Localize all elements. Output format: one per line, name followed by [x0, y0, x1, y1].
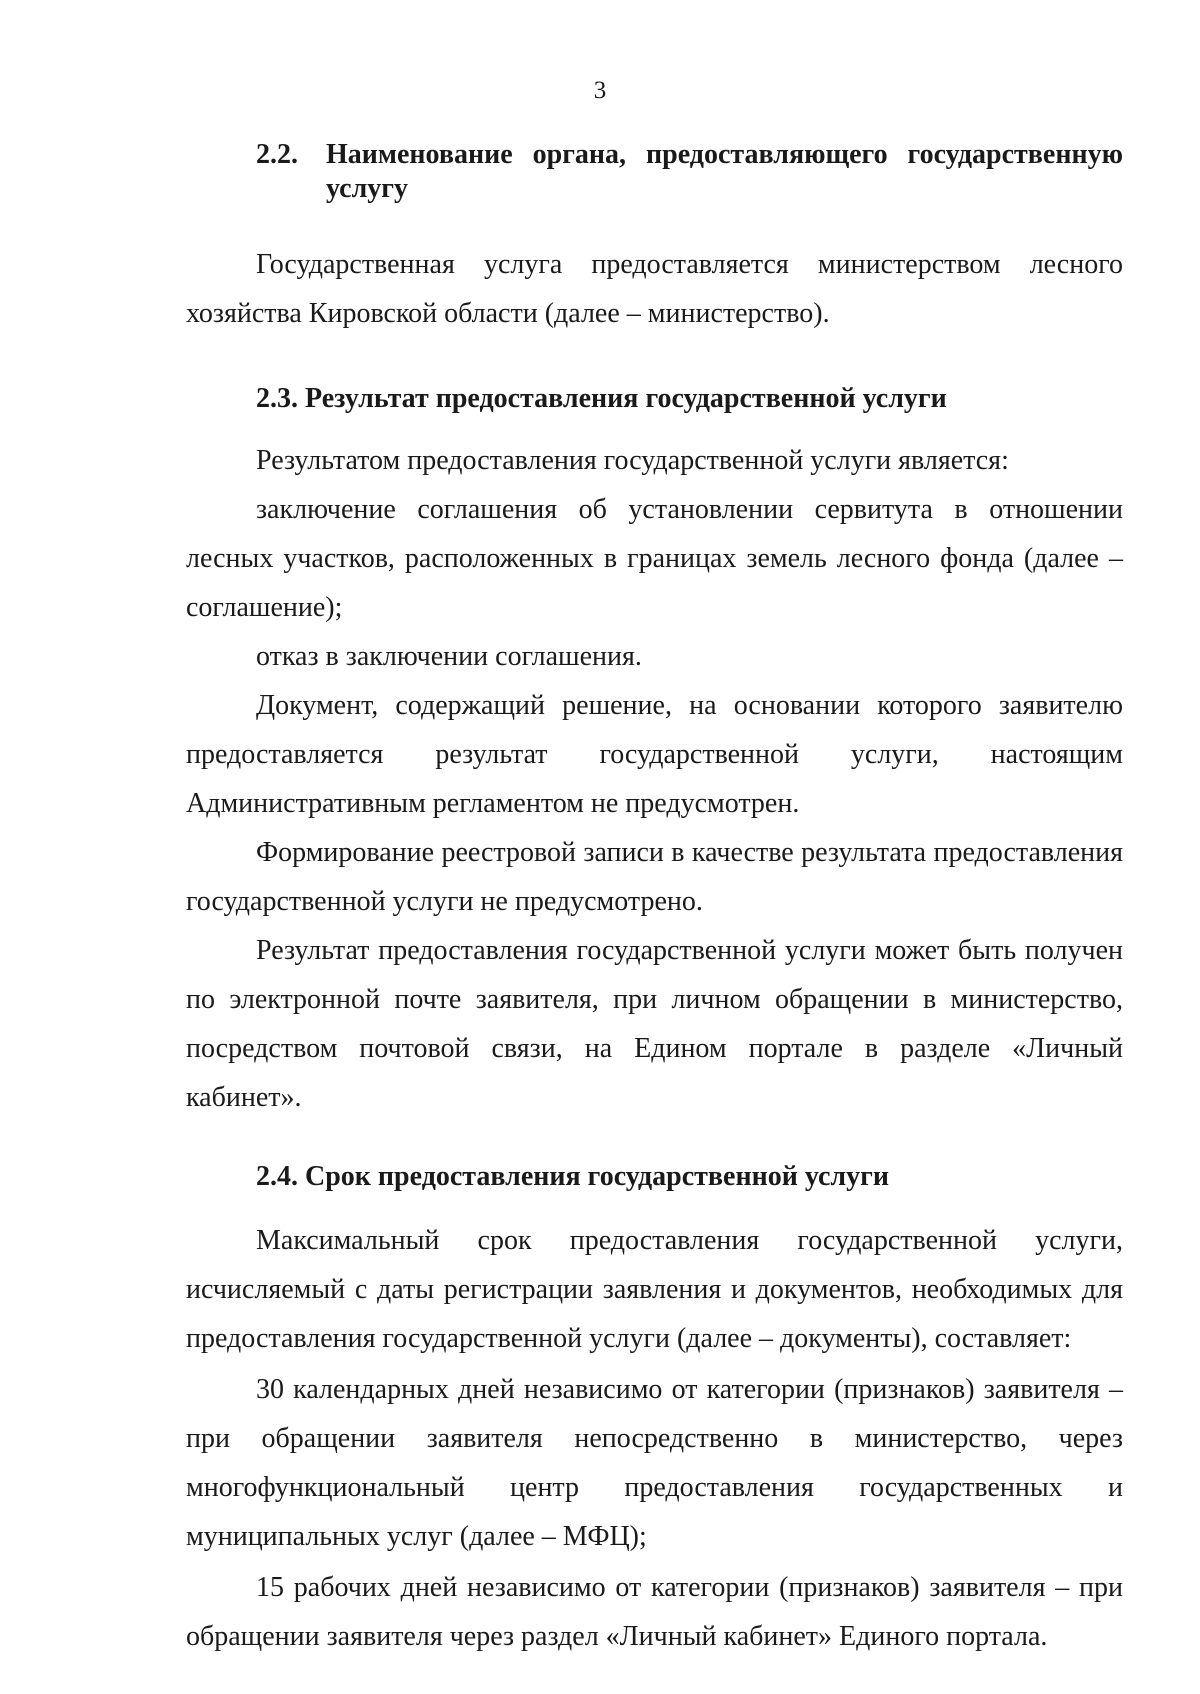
section-2-2-title: Наименование органа, предоставляющего государственную услугу: [326, 139, 1123, 204]
page-number: 3: [593, 77, 607, 104]
section-2-3-paragraph: Результат предоставления государственной услуги может быть получен по электронной почте заявителя, при личном обращении в министерство, посредством почтовой связи, на Едином портале в разделе «Личный кабинет».: [186, 935, 1123, 1113]
section-2-3-paragraph: Формирование реестровой записи в качестве результата предоставления государственной услуги не предусмотрено.: [186, 837, 1123, 917]
section-2-2-number: 2.2.: [256, 139, 298, 170]
section-2-2-heading: [186, 138, 1123, 206]
section-2-3-heading: 2.3. Результат предоставления государственной услуги: [256, 383, 947, 414]
section-2-4-paragraph: 30 календарных дней независимо от категории (признаков) заявителя – при обращении заявителя непосредственно в министерство, через многофункциональный центр предоставления государственных и муниципальных услуг (далее – МФЦ);: [186, 1374, 1123, 1552]
section-2-3-paragraph: Результатом предоставления государственной услуги является:: [256, 445, 1009, 476]
section-2-3-paragraph: заключение соглашения об установлении сервитута в отношении лесных участков, расположенных в границах земель лесного фонда (далее – соглашение);: [186, 494, 1123, 623]
section-2-4-heading: 2.4. Срок предоставления государственной услуги: [256, 1161, 889, 1192]
section-2-4-paragraph: Максимальный срок предоставления государственной услуги, исчисляемый с даты регистрации заявления и документов, необходимых для предоставления государственной услуги (далее – документы), составляет:: [186, 1225, 1123, 1354]
section-2-3-paragraph: отказ в заключении соглашения.: [256, 641, 642, 672]
document-body: [186, 138, 1123, 1661]
section-2-4-paragraph: 15 рабочих дней независимо от категории (признаков) заявителя – при обращении заявителя через раздел «Личный кабинет» Единого портала.: [186, 1572, 1123, 1652]
section-2-2-paragraph: Государственная услуга предоставляется министерством лесного хозяйства Кировской области (далее – министерство).: [186, 249, 1123, 329]
section-2-3-paragraph: Документ, содержащий решение, на основании которого заявителю предоставляется результат государственной услуги, настоящим Административным регламентом не предусмотрен.: [186, 690, 1123, 819]
